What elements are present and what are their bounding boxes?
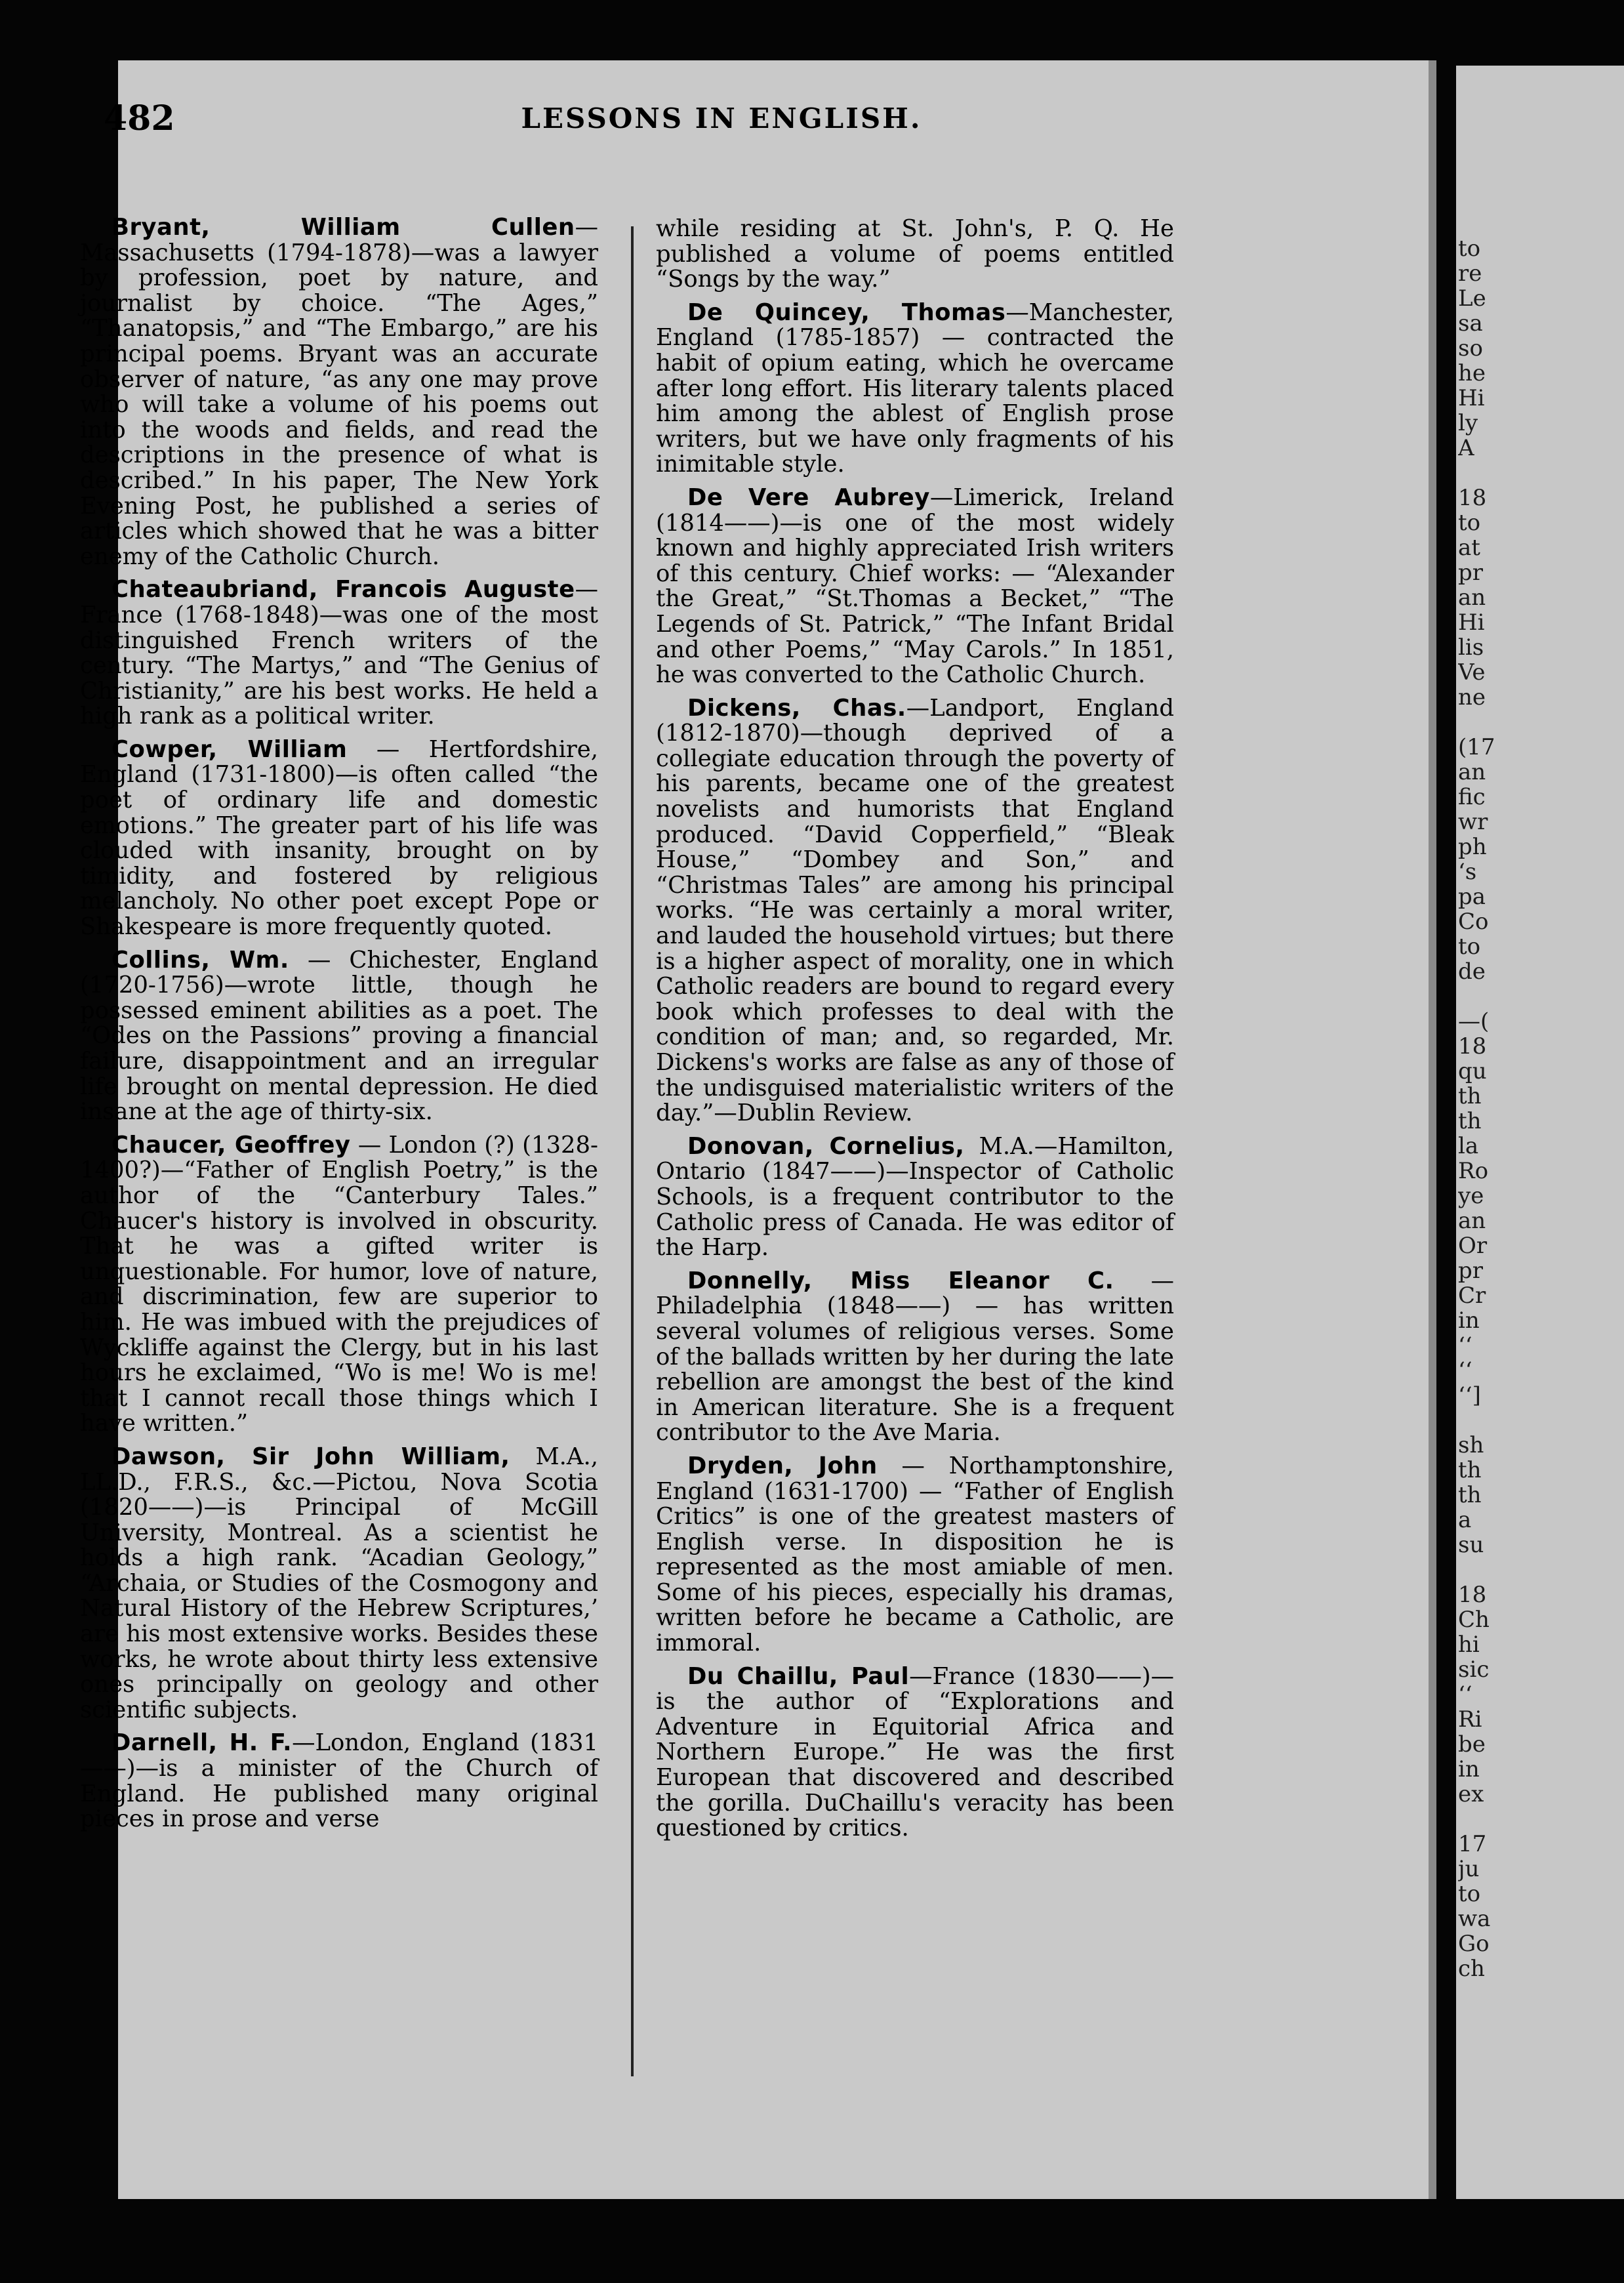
next-page-line: A [1458,436,1474,461]
biography-entry [80,577,598,730]
entry-name: Dryden, John [687,1452,878,1479]
entry-name: Chaucer, Geoffrey [112,1131,351,1159]
next-page-line: at [1458,535,1480,560]
next-page-line: su [1458,1532,1484,1557]
biography-entry [656,300,1174,478]
next-page-line: a [1458,1508,1472,1532]
entry-name: Collins, Wm. [112,946,289,974]
entry-text: — London (?) (1328-1400?)—“Father of English Poetry,” is the author of the “Canterbury Tales.” Chaucer's history is involved in obscurity. That he was a gifted writer is unquestionable. For humor, love of nature, and discrimination, few are superior to him. He was imbued with the prejudices of Wyckliffe against the Clergy, but in his last hours he exclaimed, “Wo is me! Wo is me! that I cannot recall those things which I have written.” [80,1131,598,1437]
entry-name: Darnell, H. F. [112,1729,293,1757]
next-page-line: ‘s [1458,859,1477,884]
next-page-line: 18 [1458,485,1487,510]
next-page-line: ju [1458,1857,1480,1882]
next-page-line: sa [1458,311,1483,336]
next-page-line: 18 [1458,1582,1487,1607]
next-page-line: Le [1458,286,1486,311]
biography-entry [80,737,598,940]
biography-entry [656,696,1174,1126]
left-column [80,215,598,1840]
next-page-line: 18 [1458,1034,1487,1059]
entry-name: Dickens, Chas. [687,694,906,722]
next-page-line [1458,1557,1622,1582]
next-page-line: th [1458,1109,1482,1134]
next-page-line: so [1458,336,1483,361]
entry-text: while residing at St. John's, P. Q. He published a volume of poems entitled “Songs by the way.” [656,215,1174,293]
biography-entry [80,1445,598,1723]
next-page-line: in [1458,1308,1480,1333]
next-page-line: sic [1458,1657,1490,1682]
next-page-line: Ro [1458,1159,1489,1183]
entry-text: M.A., LL.D., F.R.S., &c.—Pictou, Nova Scotia (1820——)—is Principal of McGill University, Montreal. As a scientist he holds a high rank. “Acadian Geology,” “Archaia, or Studies of the Cosmogony and Natural History of the Hebrew Scriptures,’ are his most extensive works. Besides these works, he wrote about thirty less extensive ones principally on geology and other scientific subjects. [80,1443,598,1723]
next-page-line: Co [1458,909,1489,934]
next-page-line: Ch [1458,1607,1490,1632]
next-page-line: lis [1458,635,1484,660]
next-page-line: ‘‘ [1458,1682,1472,1707]
biography-entry [80,948,598,1125]
next-page-line: to [1458,236,1481,261]
next-page-line: Cr [1458,1283,1486,1308]
entry-name: Donovan, Cornelius, [687,1132,965,1160]
entry-text: —Limerick, Ireland (1814——)—is one of the most widely known and highly appreciated Irish writers of this century. Chief works: — “Alexander the Great,” “St.Thomas a Becket,” “The Legends of St. Patrick,” “The Infant Bridal and other Poems,” “May Carols.” In 1851, he was converted to the Catholic Church. [656,483,1174,689]
next-page-line: an [1458,760,1486,785]
entry-name: Du Chaillu, Paul [687,1662,910,1690]
next-page-line: ‘‘ [1458,1358,1472,1383]
next-page-line: sh [1458,1433,1484,1458]
next-page-line: ch [1458,1956,1485,1981]
entry-text: —Massachusetts (1794-1878)—was a lawyer by profession, poet by nature, and journalist by choice. “The Ages,” “Thanatopsis,” and “The Embargo,” are his principal poems. Bryant was an accurate observer of nature, “as any one may prove who will take a volume of his poems out into the woods and fields, and read the descriptions in the presence of what is described.” In his paper, The New York Evening Post, he published a series of articles which showed that he was a bitter enemy of the Catholic Church. [80,214,598,570]
page-edge-shadow [1429,60,1436,2199]
next-page-line: ex [1458,1782,1484,1807]
next-page-line: wa [1458,1906,1491,1931]
next-page-line: th [1458,1458,1482,1483]
biography-entry [80,1133,598,1437]
next-page-line: fic [1458,785,1486,810]
next-page-line: th [1458,1084,1482,1109]
biography-entry [656,1664,1174,1841]
biography-entry [656,1134,1174,1261]
next-page-line [1458,984,1622,1009]
next-page-line: Or [1458,1233,1488,1258]
next-page-line: pa [1458,884,1486,909]
right-column [656,216,1174,1849]
next-page-line [1458,1408,1622,1433]
next-page-line [1458,1807,1622,1832]
next-page-line: ly [1458,411,1478,436]
next-page-line: (17 [1458,735,1495,760]
entry-text: — Chichester, England (1720-1756)—wrote little, though he possessed eminent abilities as a poet. The “Odes on the Passions” proving a financial failure, disappointment and an irregular life brought on mental depression. He died insane at the age of thirty-six. [80,946,598,1126]
entry-name: De Vere Aubrey [687,483,930,511]
entry-name: Dawson, Sir John William, [112,1443,510,1470]
next-page-line: he [1458,361,1486,386]
entry-text: — Philadelphia (1848——) — has written several volumes of religious verses. Some of the ballads written by her during the late rebellion are amongst the best of the kind in American literature. She is a frequent contributor to the Ave Maria. [656,1267,1175,1447]
biography-entry [656,1454,1174,1656]
running-head: LESSONS IN ENGLISH. [521,102,922,134]
entry-text: — Northamptonshire, England (1631-1700) — “Father of English Critics” is one of the greatest masters of English verse. In disposition he is represented as the most amiable of men. Some of his pieces, especially his dramas, written before he became a Catholic, are immoral. [656,1452,1174,1657]
column-rule [631,226,634,2076]
next-page-line: in [1458,1757,1480,1782]
next-page-line: Ri [1458,1707,1482,1732]
next-page-line: Go [1458,1931,1490,1956]
entry-name: Cowper, William [112,735,348,763]
next-page-line: de [1458,959,1486,984]
entry-text: —Landport, England (1812-1870)—though deprived of a collegiate education through the poverty of his parents, became one of the greatest novelists and humorists that England produced. “David Copperfield,” “Bleak House,” “Dombey and Son,” and “Christmas Tales” are among his principal works. “He was certainly a moral writer, and lauded the household virtues; but there is a higher aspect of morality, one in which Catholic readers are bound to regard every book which professes to deal with the condition of man; and, so regarded, Mr. Dickens's works are false as any of those of the undisguised materialistic writers of the day.”—Dublin Review. [656,694,1174,1127]
next-page-line: ye [1458,1183,1484,1208]
entry-text: —Manchester, England (1785-1857) — contracted the habit of opium eating, which he overcame after long effort. His literary talents placed him among the ablest of English prose writers, but we have only fragments of his inimitable style. [656,298,1174,478]
page-number: 482 [104,98,175,138]
biography-entry [80,215,598,569]
next-page-line: th [1458,1483,1482,1508]
next-page-line: Hi [1458,386,1485,411]
next-page-line: wr [1458,810,1488,834]
next-page-line: pr [1458,560,1484,585]
next-page-line: to [1458,1882,1481,1906]
next-page-line: to [1458,510,1481,535]
entry-name: Bryant, William Cullen [112,214,575,241]
next-page-line: Ve [1458,660,1486,685]
next-page-line: 17 [1458,1832,1487,1857]
next-page-line: qu [1458,1059,1487,1084]
next-page-line: an [1458,1208,1486,1233]
next-page-line: Hi [1458,610,1485,635]
next-page-line: —( [1458,1009,1490,1034]
next-page-line: be [1458,1732,1486,1757]
entry-name: Donnelly, Miss Eleanor C. [687,1267,1114,1294]
entry-text: —France (1830——)—is the author of “Explorations and Adventure in Equitorial Africa and Northern Europe.” He was the first European that discovered and described the gorilla. DuChaillu's veracity has been questioned by critics. [656,1662,1174,1842]
next-page-line: la [1458,1134,1479,1159]
next-page-line: ‘‘] [1458,1383,1481,1408]
entry-name: Chateaubriand, Francois Auguste [112,576,575,604]
page-gutter [1436,60,1456,2199]
next-page-line: hi [1458,1632,1480,1657]
biography-entry [656,216,1174,293]
next-page-line [1458,710,1622,735]
next-page-line: re [1458,261,1482,286]
next-page-line: an [1458,585,1486,610]
next-page-line: pr [1458,1258,1484,1283]
entry-name: De Quincey, Thomas [687,298,1006,326]
next-page-text [1458,236,1622,1981]
next-page-line: ne [1458,685,1486,710]
next-page-line [1458,461,1622,485]
entry-text: —France (1768-1848)—was one of the most distinguished French writers of the century. “The Martys,” and “The Genius of Christianity,” are his best works. He held a high rank as a political writer. [80,576,598,730]
biography-entry [656,485,1174,688]
next-page-line: ph [1458,834,1487,859]
next-page-line: to [1458,934,1481,959]
entry-text: M.A.—Hamilton, Ontario (1847——)—Inspector of Catholic Schools, is a frequent contributor to the Catholic press of Canada. He was editor of the Harp. [656,1132,1174,1262]
entry-text: — Hertfordshire, England (1731-1800)—is often called “the poet of ordinary life and domestic emotions.” The greater part of his life was clouded with insanity, brought on by timidity, and fostered by religious melancholy. No other poet except Pope or Shakespeare is more frequently quoted. [80,735,599,941]
biography-entry [80,1731,598,1832]
next-page-line: ‘‘ [1458,1333,1472,1358]
entry-text: —London, England (1831——)—is a minister of the Church of England. He published many original pieces in prose and verse [80,1729,598,1833]
biography-entry [656,1269,1174,1446]
